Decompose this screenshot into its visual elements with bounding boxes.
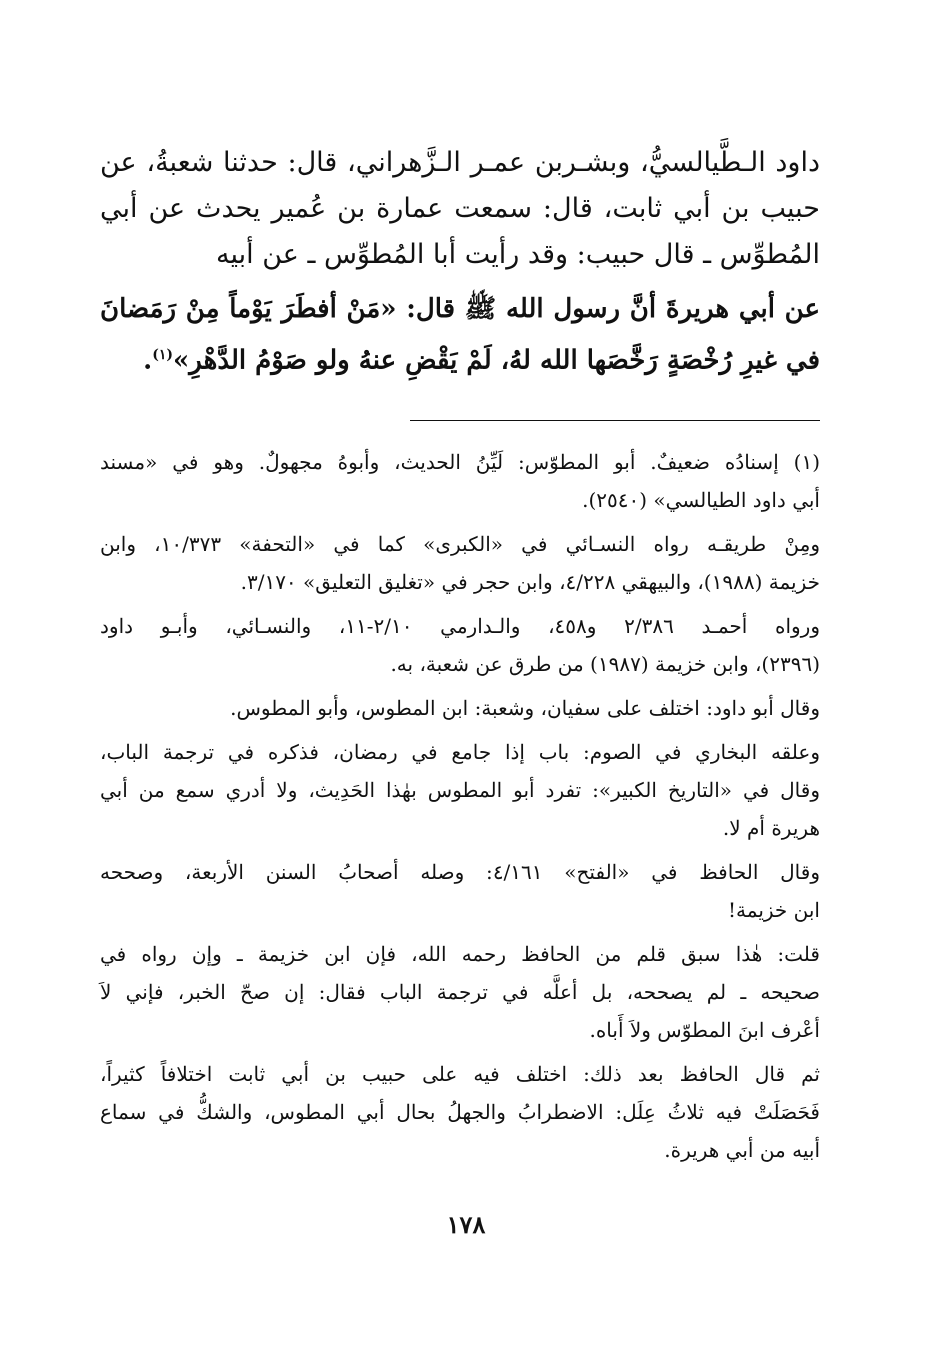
footnote-line: خزيمة (١٩٨٨)، والبيهقي ٤/٢٢٨، وابن حجر في «تغليق التعليق» ٣/١٧٠. [240, 569, 820, 594]
footnote-line: أعْرف ابنَ المطوّس ولاَ أَباه. [589, 1017, 820, 1042]
footnote-paragraph [100, 607, 820, 683]
footnote-line: (١) إسنادُه ضعيفٌ. أبو المطوّس: لَيِّنُ الحديث، وأبوهُ مجهولٌ. وهو في «مسند [100, 449, 820, 474]
page-content [100, 140, 820, 1175]
footnote-marker: (١) [152, 347, 174, 363]
footnote-line: وعلقه البخاري في الصوم: باب إذا جامع في رمضان، فذكره في ترجمة الباب، [100, 739, 820, 764]
footnote-line: ورواه أحمـد ٢/٣٨٦ و٤٥٨، والـدارمي ٢/١٠-١١، والنسـائي، وأبـو داود [100, 613, 821, 638]
footnote-paragraph [100, 853, 820, 929]
footnote-line: أبي داود الطيالسي» (٢٥٤٠). [582, 487, 820, 512]
main-line: داود الـطَّيالسيُّ، وبشـربن عمـر الـزَّهراني، قال: حدثنا شعبةُ، عن [100, 147, 820, 178]
footnote-paragraph [100, 525, 820, 601]
footnote-line: صحيحه ـ لم يصححه، بل أعلَّه في ترجمة الباب فقال: إن صحّ الخبر، فإني لاَ [100, 979, 820, 1004]
footnote-line: فَحَصَلَتْ فيه ثلاثُ عِلَل: الاضطرابُ والجهلُ بحال أبي المطوس، والشكُّ في سماع [100, 1099, 820, 1124]
footnote-line: وقال في «التاريخ الكبير»: تفرد أبو المطوس بهٰذا الحَدِيث، ولا أدري سمع من أبي [100, 777, 820, 802]
footnote-divider [410, 420, 820, 421]
footnote-line: ابن خزيمة! [728, 897, 820, 922]
footnote-line: (٢٣٩٦)، وابن خزيمة (١٩٨٧) من طرق عن شعبة، به. [390, 651, 820, 676]
hadith-line [100, 332, 820, 384]
footnote-paragraph [100, 935, 820, 1049]
footnote-line: ثم قال الحافظ بعد ذلك: اختلف فيه على حبيب بن أبي ثابت اختلافاً كثيراً، [100, 1061, 820, 1086]
footnote-paragraph [100, 443, 820, 519]
footnote-line: وقال أبو داود: اختلف على سفيان، وشعبة: ابن المطوس، وأبو المطوس. [230, 695, 820, 720]
footnote-line: هريرة أم لا. [722, 815, 820, 840]
hadith-line: عن أبي هريرةَ أنَّ رسول الله ﷺ قال: «مَنْ أفطَرَ يَوْماً مِنْ رَمَضانَ [100, 294, 820, 324]
hadith-end-punct: . [143, 345, 153, 376]
footnote-line: أبيه من أبي هريرة. [664, 1137, 820, 1162]
footnote-paragraph [100, 1055, 820, 1169]
main-line: حبيب بن أبي ثابت، قال: سمعت عمارة بن عُمير يحدث عن أبي [100, 193, 820, 224]
footnote-paragraph [100, 733, 820, 847]
hadith-line-text: في غيرِ رُخْصَةٍ رَخَّصَها الله لهُ، لَمْ يَقْضِ عنهُ ولو صَوْمُ الدَّهْرِ» [173, 345, 820, 376]
footnote-line: ومِنْ طريقـه رواه النسـائي في «الكبرى» كما في «التحفة» ١٠/٣٧٣، وابن [100, 531, 820, 556]
main-line: المُطوِّس ـ قال حبيب: وقد رأيت أبا المُطوِّس ـ عن أبيه [215, 239, 820, 270]
footnote-line: وقال الحافظ في «الفتح» ٤/١٦١: وصله أصحابُ السنن الأربعة، وصححه [100, 859, 820, 884]
footnote-line: قلت: هٰذا سبق قلم من الحافظ رحمه الله، فإن ابن خزيمة ـ وإن رواه في [100, 941, 820, 966]
page-number: ١٧٨ [446, 1210, 486, 1239]
footnote-paragraph [100, 689, 820, 727]
isnad-chain [100, 140, 820, 278]
hadith-text [100, 286, 820, 384]
footnotes-section [100, 443, 820, 1169]
